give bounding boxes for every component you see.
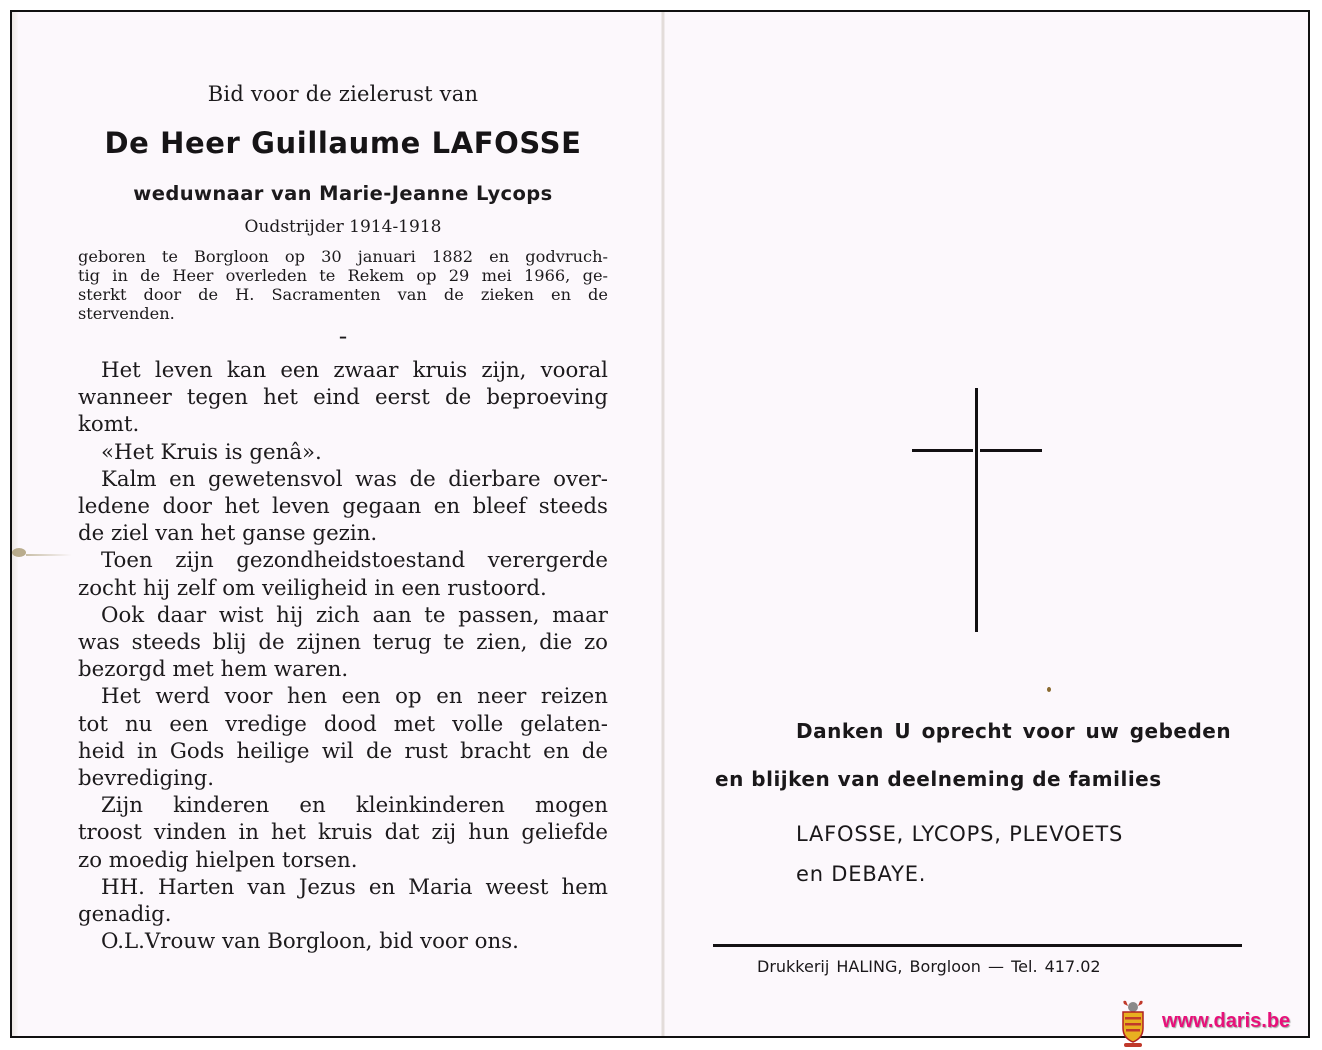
- eulogy-line: Toen zijn gezondheidstoestand verergerde: [101, 548, 608, 574]
- eulogy-line: Ook daar wist hij zich aan te passen, maar: [101, 602, 608, 628]
- eulogy-line: tot nu een vredige dood met volle gelaten-: [78, 711, 608, 737]
- card-edge: [12, 12, 18, 1036]
- cross-icon-arm-right: [980, 449, 1042, 452]
- left-panel: [78, 82, 608, 955]
- deceased-name: De Heer Guillaume LAFOSSE: [104, 126, 582, 160]
- cross-icon-arm-left: [912, 449, 973, 452]
- printer-credit: Drukkerij HALING, Borgloon — Tel. 417.02: [757, 957, 1101, 976]
- watermark-link[interactable]: www.daris.be: [1162, 1010, 1291, 1032]
- divider: [713, 944, 1242, 947]
- families-line: LAFOSSE, LYCOPS, PLEVOETS: [796, 822, 1124, 846]
- eulogy-line: «Het Kruis is genâ».: [101, 439, 322, 465]
- thanks-line: en blijken van deelneming de families: [715, 767, 1162, 791]
- eulogy-line: genadig.: [78, 902, 172, 928]
- eulogy-paragraph: [78, 683, 608, 792]
- eulogy-line: zocht hij zelf om veiligheid in een rustoord.: [78, 575, 547, 601]
- eulogy-line: was steeds blij de zijnen terug te zien, die zo: [78, 630, 608, 656]
- paper-stain-trail: [26, 554, 72, 556]
- eulogy-line: troost vinden in het kruis dat zij hun geliefde: [78, 820, 608, 846]
- eulogy-line: heid in Gods heilige wil de rust bracht en de: [78, 738, 608, 764]
- eulogy-line: Kalm en gewetensvol was de dierbare over-: [101, 466, 608, 492]
- paper-speck: [1047, 687, 1051, 692]
- veteran-note: Oudstrijder 1914-1918: [244, 217, 442, 237]
- eulogy-line: Het werd voor hen een op en neer reizen: [101, 684, 608, 710]
- eulogy-line: de ziel van het ganse gezin.: [78, 521, 378, 547]
- coat-of-arms-icon: [1120, 998, 1146, 1048]
- paper-stain: [12, 548, 26, 557]
- families-line: en DEBAYE.: [796, 862, 927, 886]
- cross-icon: [975, 388, 978, 632]
- eulogy-paragraph: [78, 874, 608, 928]
- eulogy-paragraph: [78, 792, 608, 874]
- eulogy: [78, 357, 608, 955]
- widower-of: weduwnaar van Marie-Jeanne Lycops: [133, 182, 553, 205]
- prayer-heading: Bid voor de zielerust van: [207, 82, 479, 106]
- eulogy-paragraph: [78, 357, 608, 439]
- eulogy-line: bezorgd met hem waren.: [78, 657, 349, 683]
- separator: –: [339, 327, 347, 346]
- thanks-line: Danken U oprecht voor uw gebeden: [796, 719, 1232, 743]
- bio-line: geboren te Borgloon op 30 januari 1882 en godvruch-: [78, 247, 608, 266]
- eulogy-line: HH. Harten van Jezus en Maria weest hem: [101, 874, 608, 900]
- eulogy-line: O.L.Vrouw van Borgloon, bid voor ons.: [101, 929, 519, 955]
- eulogy-paragraph: [78, 439, 608, 466]
- eulogy-line: Zijn kinderen en kleinkinderen mogen: [101, 793, 608, 819]
- bio-line: stervenden.: [78, 304, 175, 323]
- eulogy-line: komt.: [78, 412, 140, 438]
- card-fold: [661, 12, 665, 1036]
- eulogy-line: zo moedig hielpen torsen.: [78, 847, 358, 873]
- eulogy-paragraph: [78, 928, 608, 955]
- bio-line: sterkt door de H. Sacramenten van de zieken en de: [78, 285, 608, 304]
- eulogy-paragraph: [78, 602, 608, 684]
- eulogy-line: wanneer tegen het eind eerst de beproeving: [78, 385, 608, 411]
- biography: [78, 247, 608, 323]
- eulogy-paragraph: [78, 466, 608, 548]
- eulogy-line: bevrediging.: [78, 766, 215, 792]
- bio-line: tig in de Heer overleden te Rekem op 29 mei 1966, ge-: [78, 266, 608, 285]
- eulogy-line: ledene door het leven gegaan en bleef steeds: [78, 494, 608, 520]
- eulogy-line: Het leven kan een zwaar kruis zijn, vooral: [101, 358, 608, 383]
- eulogy-paragraph: [78, 547, 608, 601]
